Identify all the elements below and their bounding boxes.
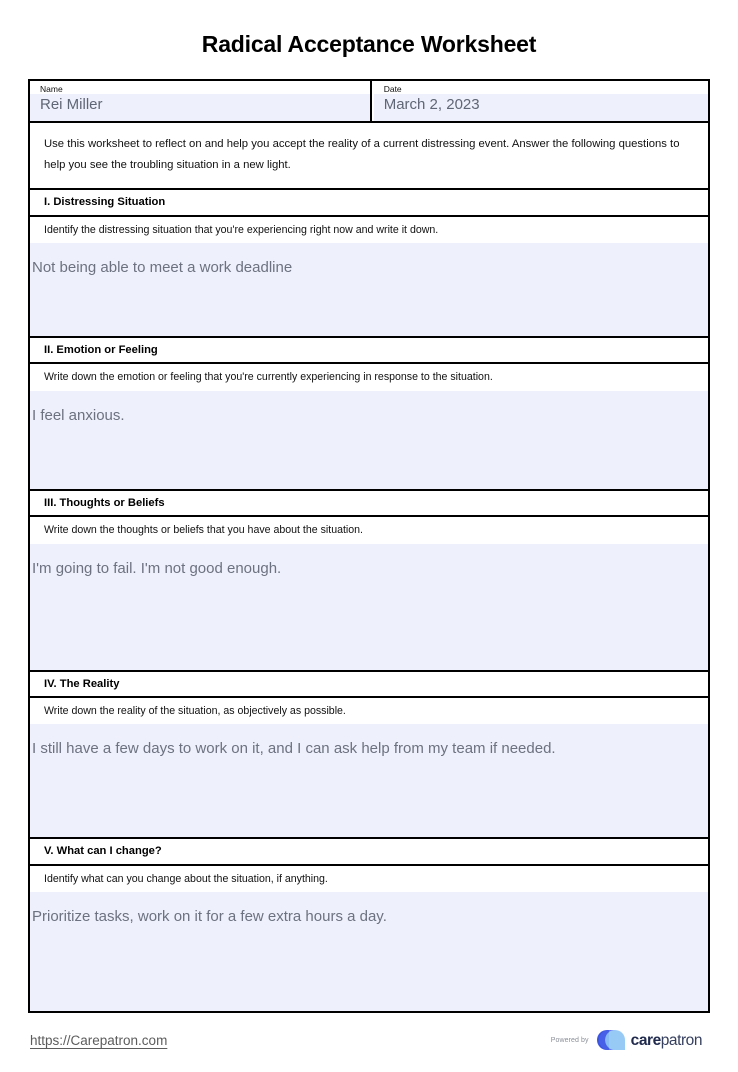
carepatron-wordmark	[631, 1033, 702, 1049]
carepatron-logo	[596, 1029, 702, 1051]
section-2-heading: II. Emotion or Feeling	[30, 336, 708, 365]
section-4	[30, 670, 708, 838]
page-title: Radical Acceptance Worksheet	[201, 31, 537, 57]
carepatron-logo-icon	[596, 1029, 626, 1051]
section-2-answer[interactable]: I feel anxious.	[30, 391, 708, 489]
brand-attribution	[551, 1029, 710, 1051]
section-2-prompt: Write down the emotion or feeling that you're currently experiencing in response to the situation.	[30, 364, 708, 390]
date-field[interactable]	[372, 81, 708, 122]
section-5-prompt: Identify what can you change about the situation, if anything.	[30, 866, 708, 892]
worksheet-form	[28, 79, 710, 1014]
wordmark-bold: care	[630, 1031, 661, 1049]
name-label: Name	[40, 83, 63, 94]
date-label: Date	[383, 83, 402, 94]
wordmark-light: patron	[660, 1031, 702, 1049]
intro-text: Use this worksheet to reflect on and help you accept the reality of a current distressing event. Answer the following questions to help you see the troubling situation in a new light.	[30, 121, 708, 188]
powered-by-label: Powered by	[550, 1036, 589, 1044]
section-1-heading: I. Distressing Situation	[30, 188, 708, 217]
date-value[interactable]: March 2, 2023	[374, 94, 708, 121]
section-4-prompt: Write down the reality of the situation, as objectively as possible.	[30, 698, 708, 724]
section-3	[30, 489, 708, 670]
name-value[interactable]: Rei Miller	[30, 94, 370, 121]
section-4-answer[interactable]: I still have a few days to work on it, and I can ask help from my team if needed.	[30, 724, 708, 837]
carepatron-url-link[interactable]: https://Carepatron.com	[30, 1032, 168, 1048]
section-3-answer[interactable]: I'm going to fail. I'm not good enough.	[30, 544, 708, 670]
name-field[interactable]	[30, 81, 372, 122]
section-4-heading: IV. The Reality	[30, 670, 708, 699]
section-3-prompt: Write down the thoughts or beliefs that you have about the situation.	[30, 517, 708, 543]
section-5-heading: V. What can I change?	[30, 837, 708, 866]
name-date-row	[30, 79, 708, 122]
section-3-heading: III. Thoughts or Beliefs	[30, 489, 708, 518]
section-2	[30, 336, 708, 489]
section-5	[30, 837, 708, 1011]
page-footer	[28, 1026, 710, 1054]
section-5-answer[interactable]: Prioritize tasks, work on it for a few extra hours a day.	[30, 892, 708, 1011]
section-1	[30, 188, 708, 336]
section-1-answer[interactable]: Not being able to meet a work deadline	[30, 243, 708, 336]
section-1-prompt: Identify the distressing situation that you're experiencing right now and write it down.	[30, 217, 708, 243]
